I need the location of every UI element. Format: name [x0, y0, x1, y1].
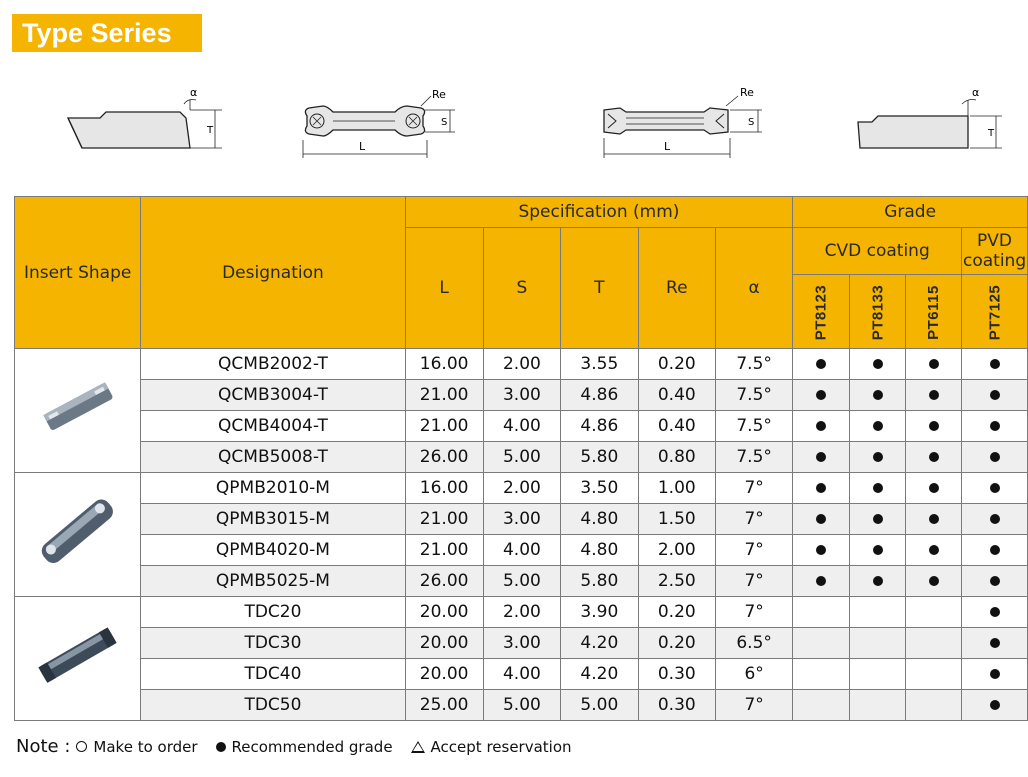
recommended-dot-icon	[990, 700, 1000, 710]
re-label: Re	[432, 88, 446, 101]
recommended-dot-icon	[929, 514, 939, 524]
recommended-dot-icon	[816, 390, 826, 400]
alpha-cell: 7.5°	[716, 380, 793, 411]
note-reservation: Accept reservation	[430, 737, 572, 756]
t-cell: 5.00	[561, 690, 638, 721]
designation-cell: QPMB2010-M	[141, 473, 405, 504]
l-cell: 21.00	[405, 535, 483, 566]
note-make-to-order: Make to order	[93, 737, 198, 756]
l-cell: 20.00	[405, 597, 483, 628]
grade-cell-pt7125	[962, 349, 1028, 380]
s-cell: 4.00	[483, 659, 560, 690]
l-cell: 25.00	[405, 690, 483, 721]
grade-cell-pt8123	[793, 442, 850, 473]
alpha-cell: 7°	[716, 535, 793, 566]
t-label: T	[988, 128, 995, 139]
alpha-cell: 7°	[716, 566, 793, 597]
l-cell: 16.00	[405, 473, 483, 504]
table-row	[15, 411, 1028, 442]
t-cell: 4.80	[561, 535, 638, 566]
grade-cell-pt8133	[849, 659, 906, 690]
recommended-dot-icon	[990, 483, 1000, 493]
grade-cell-pt7125	[962, 659, 1028, 690]
recommended-dot-icon	[816, 421, 826, 431]
grade-cell-pt8133	[849, 690, 906, 721]
table-row	[15, 535, 1028, 566]
grade-cell-pt8133	[849, 380, 906, 411]
t-cell: 3.90	[561, 597, 638, 628]
grade-cell-pt7125	[962, 535, 1028, 566]
t-cell: 4.86	[561, 411, 638, 442]
designation-cell: QPMB4020-M	[141, 535, 405, 566]
grade-cell-pt8123	[793, 690, 850, 721]
insert-top-view-drawing-3	[596, 84, 776, 164]
l-label: L	[664, 140, 671, 153]
re-label: Re	[740, 86, 754, 99]
recommended-dot-icon	[929, 390, 939, 400]
recommended-dot-icon	[816, 452, 826, 462]
insert-tdc-photo	[28, 606, 128, 706]
grade-cell-pt8133	[849, 566, 906, 597]
header-grade: Grade	[793, 197, 1028, 228]
designation-cell: TDC20	[141, 597, 405, 628]
insert-side-view-drawing-1	[60, 86, 230, 156]
designation-cell: TDC40	[141, 659, 405, 690]
s-cell: 3.00	[483, 380, 560, 411]
recommended-dot-icon	[929, 421, 939, 431]
grade-cell-pt8123	[793, 380, 850, 411]
s-label: S	[441, 117, 448, 128]
grade-cell-pt7125	[962, 597, 1028, 628]
grade-cell-pt8123	[793, 349, 850, 380]
designation-cell: TDC30	[141, 628, 405, 659]
designation-cell: QPMB3015-M	[141, 504, 405, 535]
designation-cell: QPMB5025-M	[141, 566, 405, 597]
header-cvd: CVD coating	[793, 228, 962, 275]
note-label: Note :	[16, 736, 71, 757]
grade-cell-pt6115	[906, 535, 962, 566]
l-cell: 26.00	[405, 566, 483, 597]
grade-cell-pt8133	[849, 411, 906, 442]
section-title: Type Series	[12, 14, 202, 52]
t-label: T	[207, 125, 214, 136]
table-row	[15, 566, 1028, 597]
recommended-dot-icon	[990, 359, 1000, 369]
alpha-cell: 7°	[716, 597, 793, 628]
re-cell: 2.50	[638, 566, 715, 597]
recommended-dot-icon	[990, 607, 1000, 617]
re-cell: 0.40	[638, 380, 715, 411]
grade-cell-pt6115	[906, 473, 962, 504]
grade-cell-pt6115	[906, 504, 962, 535]
alpha-label: α	[190, 86, 198, 99]
l-cell: 20.00	[405, 628, 483, 659]
table-row	[15, 504, 1028, 535]
l-label: L	[359, 140, 366, 153]
grade-pt7125: PT7125	[962, 275, 1028, 349]
table-row	[15, 473, 1028, 504]
grade-cell-pt8123	[793, 473, 850, 504]
s-cell: 2.00	[483, 597, 560, 628]
recommended-dot-icon	[873, 421, 883, 431]
l-cell: 21.00	[405, 411, 483, 442]
alpha-cell: 7°	[716, 690, 793, 721]
alpha-cell: 7.5°	[716, 442, 793, 473]
l-cell: 26.00	[405, 442, 483, 473]
grade-pt8123: PT8123	[793, 275, 850, 349]
grade-cell-pt7125	[962, 628, 1028, 659]
designation-cell: QCMB4004-T	[141, 411, 405, 442]
recommended-dot-icon	[990, 452, 1000, 462]
re-cell: 1.00	[638, 473, 715, 504]
recommended-dot-icon	[990, 669, 1000, 679]
s-cell: 5.00	[483, 690, 560, 721]
recommended-dot-icon	[873, 576, 883, 586]
grade-cell-pt8133	[849, 473, 906, 504]
s-cell: 3.00	[483, 504, 560, 535]
l-cell: 20.00	[405, 659, 483, 690]
designation-cell: QCMB5008-T	[141, 442, 405, 473]
s-cell: 3.00	[483, 628, 560, 659]
t-cell: 4.80	[561, 504, 638, 535]
grade-cell-pt6115	[906, 566, 962, 597]
alpha-cell: 7.5°	[716, 349, 793, 380]
grade-cell-pt7125	[962, 442, 1028, 473]
re-cell: 0.20	[638, 597, 715, 628]
filled-dot-icon	[216, 742, 226, 752]
header-insert-shape: Insert Shape	[15, 197, 141, 349]
header-pvd: PVD coating	[962, 228, 1028, 275]
t-cell: 4.20	[561, 628, 638, 659]
recommended-dot-icon	[990, 514, 1000, 524]
grade-cell-pt7125	[962, 690, 1028, 721]
grade-cell-pt7125	[962, 411, 1028, 442]
recommended-dot-icon	[929, 359, 939, 369]
grade-cell-pt8133	[849, 535, 906, 566]
re-cell: 0.30	[638, 690, 715, 721]
recommended-dot-icon	[929, 452, 939, 462]
grade-cell-pt8133	[849, 628, 906, 659]
header-re: Re	[638, 228, 715, 349]
grade-cell-pt8133	[849, 349, 906, 380]
grade-cell-pt8133	[849, 504, 906, 535]
re-cell: 0.80	[638, 442, 715, 473]
recommended-dot-icon	[929, 483, 939, 493]
t-cell: 3.55	[561, 349, 638, 380]
table-row	[15, 690, 1028, 721]
insert-side-view-drawing-4	[850, 86, 1020, 156]
designation-cell: QCMB3004-T	[141, 380, 405, 411]
s-cell: 4.00	[483, 535, 560, 566]
recommended-dot-icon	[873, 452, 883, 462]
table-row	[15, 442, 1028, 473]
t-cell: 4.86	[561, 380, 638, 411]
t-cell: 4.20	[561, 659, 638, 690]
insert-qcmb-photo	[28, 358, 128, 458]
grade-cell-pt8123	[793, 628, 850, 659]
s-label: S	[748, 117, 755, 128]
grade-pt8133: PT8133	[849, 275, 906, 349]
grade-cell-pt8133	[849, 442, 906, 473]
specification-table	[14, 196, 1028, 721]
designation-cell: TDC50	[141, 690, 405, 721]
re-cell: 2.00	[638, 535, 715, 566]
insert-shape-cell	[15, 349, 141, 473]
alpha-cell: 7.5°	[716, 411, 793, 442]
table-row	[15, 659, 1028, 690]
recommended-dot-icon	[990, 545, 1000, 555]
designation-cell: QCMB2002-T	[141, 349, 405, 380]
recommended-dot-icon	[873, 483, 883, 493]
l-cell: 21.00	[405, 380, 483, 411]
re-cell: 1.50	[638, 504, 715, 535]
recommended-dot-icon	[816, 359, 826, 369]
grade-cell-pt6115	[906, 659, 962, 690]
header-s: S	[483, 228, 560, 349]
recommended-dot-icon	[990, 576, 1000, 586]
s-cell: 5.00	[483, 566, 560, 597]
recommended-dot-icon	[816, 483, 826, 493]
re-cell: 0.40	[638, 411, 715, 442]
re-cell: 0.20	[638, 349, 715, 380]
triangle-icon	[411, 741, 425, 753]
grade-cell-pt6115	[906, 349, 962, 380]
table-row	[15, 380, 1028, 411]
table-row	[15, 628, 1028, 659]
recommended-dot-icon	[816, 514, 826, 524]
s-cell: 4.00	[483, 411, 560, 442]
alpha-cell: 6°	[716, 659, 793, 690]
alpha-cell: 6.5°	[716, 628, 793, 659]
insert-shape-cell	[15, 473, 141, 597]
s-cell: 5.00	[483, 442, 560, 473]
insert-shape-cell	[15, 597, 141, 721]
recommended-dot-icon	[990, 421, 1000, 431]
grade-cell-pt6115	[906, 628, 962, 659]
table-row	[15, 349, 1028, 380]
table-row	[15, 597, 1028, 628]
grade-cell-pt8133	[849, 597, 906, 628]
recommended-dot-icon	[873, 514, 883, 524]
grade-cell-pt7125	[962, 566, 1028, 597]
grade-cell-pt7125	[962, 380, 1028, 411]
recommended-dot-icon	[873, 359, 883, 369]
t-cell: 3.50	[561, 473, 638, 504]
grade-cell-pt6115	[906, 380, 962, 411]
header-alpha: α	[716, 228, 793, 349]
open-circle-icon	[76, 741, 87, 752]
grade-pt6115: PT6115	[906, 275, 962, 349]
grade-cell-pt6115	[906, 442, 962, 473]
grade-cell-pt8123	[793, 535, 850, 566]
recommended-dot-icon	[816, 545, 826, 555]
t-cell: 5.80	[561, 566, 638, 597]
insert-qpmb-photo	[28, 482, 128, 582]
grade-cell-pt8123	[793, 597, 850, 628]
grade-cell-pt8123	[793, 659, 850, 690]
grade-cell-pt6115	[906, 597, 962, 628]
grade-cell-pt6115	[906, 690, 962, 721]
alpha-label: α	[972, 86, 980, 99]
grade-cell-pt8123	[793, 411, 850, 442]
grade-cell-pt7125	[962, 504, 1028, 535]
recommended-dot-icon	[929, 545, 939, 555]
recommended-dot-icon	[990, 390, 1000, 400]
recommended-dot-icon	[929, 576, 939, 586]
l-cell: 16.00	[405, 349, 483, 380]
re-cell: 0.30	[638, 659, 715, 690]
grade-cell-pt7125	[962, 473, 1028, 504]
header-designation: Designation	[141, 197, 405, 349]
s-cell: 2.00	[483, 473, 560, 504]
recommended-dot-icon	[873, 545, 883, 555]
recommended-dot-icon	[816, 576, 826, 586]
legend-note	[16, 736, 572, 757]
recommended-dot-icon	[873, 390, 883, 400]
grade-cell-pt8123	[793, 566, 850, 597]
l-cell: 21.00	[405, 504, 483, 535]
header-l: L	[405, 228, 483, 349]
insert-top-view-drawing-2	[295, 84, 475, 164]
grade-cell-pt8123	[793, 504, 850, 535]
alpha-cell: 7°	[716, 504, 793, 535]
t-cell: 5.80	[561, 442, 638, 473]
s-cell: 2.00	[483, 349, 560, 380]
header-t: T	[561, 228, 638, 349]
note-recommended: Recommended grade	[231, 737, 393, 756]
re-cell: 0.20	[638, 628, 715, 659]
recommended-dot-icon	[990, 638, 1000, 648]
alpha-cell: 7°	[716, 473, 793, 504]
grade-cell-pt6115	[906, 411, 962, 442]
header-specification: Specification (mm)	[405, 197, 793, 228]
